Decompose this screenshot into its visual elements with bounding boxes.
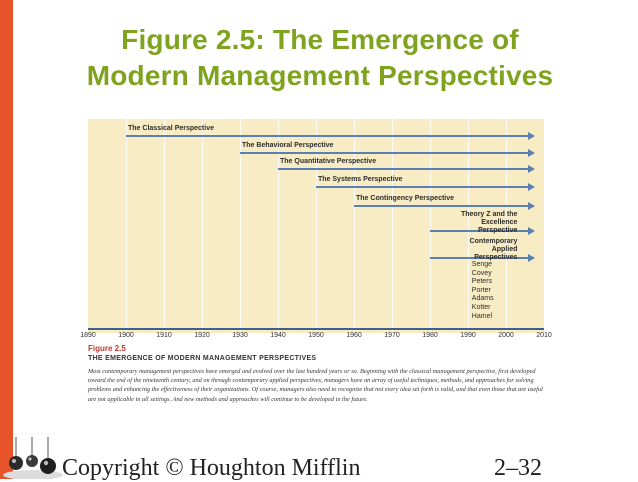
applied-name: Hamel bbox=[471, 312, 493, 320]
perspective-label: Contemporary Applied Perspectives bbox=[469, 238, 518, 261]
tick-label-1940: 1940 bbox=[270, 332, 286, 339]
applied-names-list bbox=[472, 261, 494, 321]
gridline-1920 bbox=[202, 119, 203, 333]
applied-name: Adams bbox=[471, 295, 494, 303]
slide-title bbox=[30, 22, 610, 94]
figure-heading: THE EMERGENCE OF MODERN MANAGEMENT PERSPECTIVES bbox=[88, 355, 317, 362]
tick-label-2000: 2000 bbox=[498, 332, 514, 339]
applied-name: Kotter bbox=[471, 303, 491, 311]
gridline-1900 bbox=[126, 119, 127, 333]
tick-label-1930: 1930 bbox=[232, 332, 248, 339]
tick-label-1950: 1950 bbox=[308, 332, 324, 339]
figure-number: Figure 2.5 bbox=[88, 344, 126, 353]
perspective-bar bbox=[278, 168, 529, 170]
perspective-label: The Contingency Perspective bbox=[356, 195, 455, 202]
applied-name: Covey bbox=[471, 269, 492, 277]
applied-name: Porter bbox=[471, 286, 491, 294]
figure-caption: Most contemporary management perspectives have emerged and evolved over the last hundred years or so. Beginning with the classical management perspective, first developed toward the end of the nineteenth century, and on through contemporary applied perspectives, managers have an array of useful techniques, methods, and approaches for solving problems and enhancing the effectiveness of their organizations. Of course, managers also need to recognize that not every idea set forth is valid, and that even those that are useful are not applicable in all settings. And new methods and approaches will continue to be developed in the future. bbox=[88, 368, 543, 403]
tick-label-1980: 1980 bbox=[422, 332, 438, 339]
perspective-label: The Classical Perspective bbox=[128, 125, 214, 132]
figure-timeline bbox=[78, 113, 558, 433]
copyright-footer: Copyright © Houghton Mifflin bbox=[62, 455, 361, 481]
perspective-label: The Behavioral Perspective bbox=[242, 142, 334, 149]
tick-label-1990: 1990 bbox=[460, 332, 476, 339]
tick-label-1920: 1920 bbox=[194, 332, 210, 339]
slide-number: 2–32 bbox=[494, 455, 542, 481]
perspective-label: The Quantitative Perspective bbox=[280, 158, 377, 165]
tick-label-1970: 1970 bbox=[384, 332, 400, 339]
timeline-axis bbox=[88, 328, 544, 330]
tick-label-2010: 2010 bbox=[536, 332, 552, 339]
perspective-bar bbox=[316, 186, 529, 188]
slide-title-line-1: Figure 2.5: The Emergence of bbox=[121, 24, 519, 55]
perspective-bar bbox=[240, 152, 529, 154]
tick-label-1890: 1890 bbox=[80, 332, 96, 339]
perspective-label: Theory Z and the Excellence Perspective bbox=[460, 211, 518, 234]
tick-label-1960: 1960 bbox=[346, 332, 362, 339]
perspective-bar bbox=[126, 135, 529, 137]
tick-label-1910: 1910 bbox=[156, 332, 172, 339]
applied-name: Senge bbox=[471, 261, 493, 268]
slide-title-line-2: Modern Management Perspectives bbox=[86, 60, 554, 91]
applied-name: Peters bbox=[471, 278, 493, 286]
accent-bar bbox=[0, 0, 13, 479]
tick-label-1900: 1900 bbox=[118, 332, 134, 339]
publisher-logo bbox=[2, 437, 64, 479]
gridline-1910 bbox=[164, 119, 165, 333]
perspective-label: The Systems Perspective bbox=[318, 176, 403, 183]
perspective-bar bbox=[354, 205, 529, 207]
